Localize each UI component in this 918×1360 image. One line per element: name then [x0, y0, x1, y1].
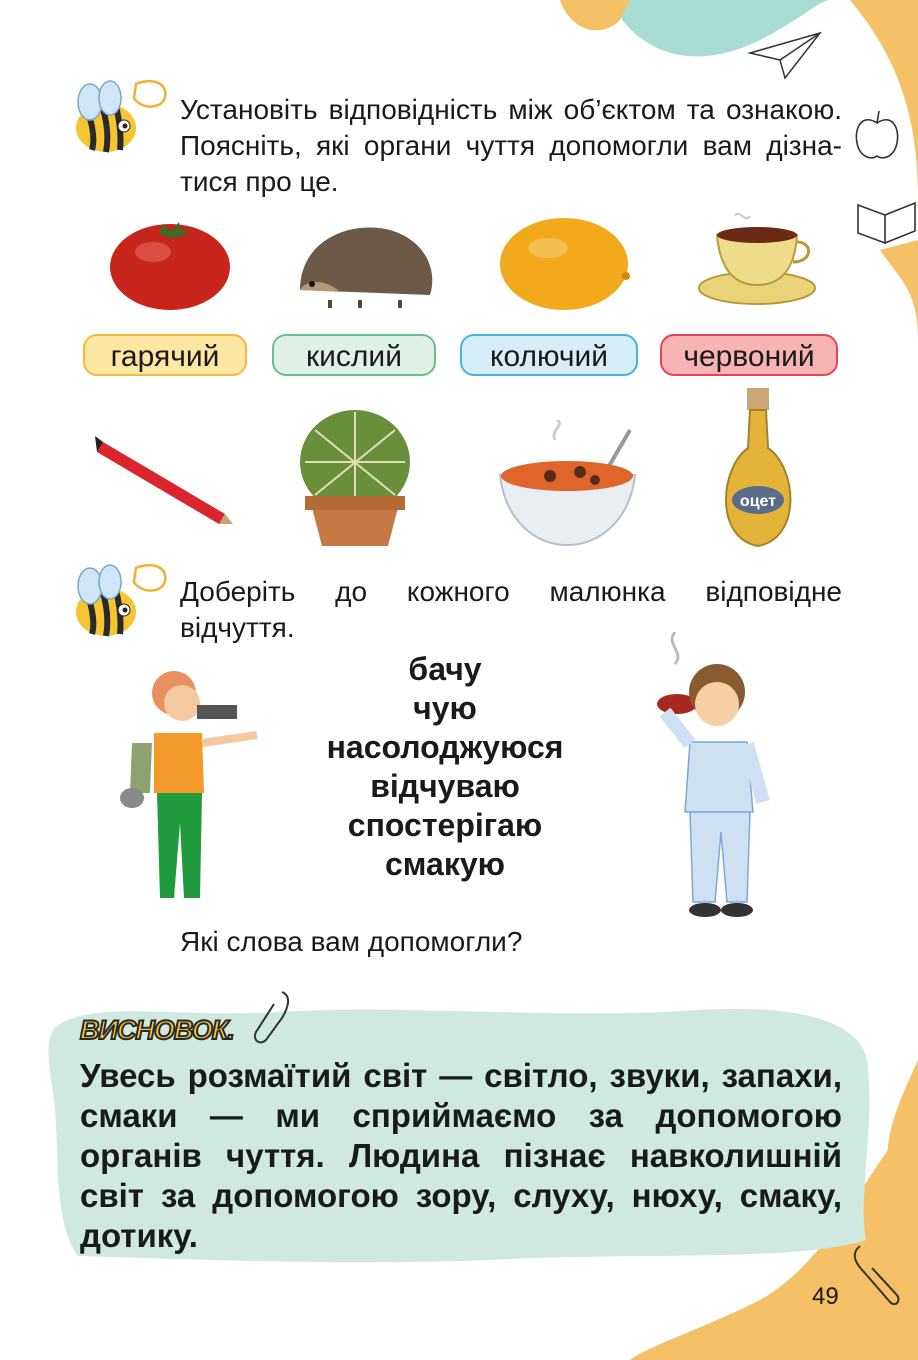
task2-line2: відчуття. — [180, 612, 295, 643]
jar-label: оцет — [739, 493, 777, 510]
word-enjoy: насолоджуюся — [326, 729, 564, 765]
book-icon — [855, 185, 918, 245]
tea-cup-image — [695, 210, 820, 310]
tag-red: червоний — [660, 334, 838, 376]
vinegar-jar-image — [712, 388, 807, 548]
paperclip-icon — [252, 988, 292, 1044]
girl-binoculars-image — [112, 663, 272, 908]
task1-line3: тися про це. — [180, 166, 339, 197]
word-hear: чую — [413, 690, 477, 726]
pencil-image — [95, 432, 235, 527]
hedgehog-image — [290, 220, 440, 310]
task1-text — [180, 92, 842, 200]
task1-line1: Установіть відповідність між об’єктом та ознакою. — [180, 94, 842, 125]
cactus-image — [290, 400, 420, 548]
soup-bowl-image — [495, 420, 640, 548]
paper-plane-icon — [745, 28, 825, 83]
sensation-word-list — [300, 650, 590, 884]
conclusion-line4: світ за допомогою зору, слуху, нюху, смаку, — [80, 1177, 842, 1214]
conclusion-line2: смаки — ми сприймаємо за допомогою — [80, 1097, 842, 1134]
conclusion-line3: органів чуття. Людина пізнає навколишній — [80, 1137, 842, 1174]
tag-hot: гарячий — [83, 334, 247, 376]
conclusion-text — [80, 1056, 842, 1256]
conclusion-line1: Увесь розмаїтий світ — світло, звуки, запахи, — [80, 1057, 842, 1094]
task1-line2: Поясніть, які органи чуття допомогли вам дізна- — [180, 130, 842, 161]
tomato-image — [105, 212, 235, 312]
word-see: бачу — [408, 651, 482, 687]
tag-sour: кислий — [272, 334, 436, 376]
tag-prickly: колючий — [460, 334, 638, 376]
task2-line1: Доберіть до кожного малюнка відповідне — [180, 576, 842, 607]
lemon-image — [496, 212, 636, 312]
word-observe: спостерігаю — [347, 807, 543, 843]
conclusion-title: ВИСНОВОК. — [80, 1015, 234, 1045]
paperclip-corner-icon — [850, 1240, 902, 1310]
word-taste: смакую — [385, 846, 505, 882]
conclusion-line5: дотику. — [80, 1217, 198, 1254]
question-text: Які слова вам допомогли? — [180, 926, 523, 957]
boy-eating-image — [635, 632, 770, 922]
word-feel: відчуваю — [370, 768, 520, 804]
apple-icon — [852, 108, 902, 163]
page-number: 49 — [812, 1283, 839, 1310]
bee-icon-2 — [66, 560, 170, 642]
bee-icon — [66, 76, 170, 158]
